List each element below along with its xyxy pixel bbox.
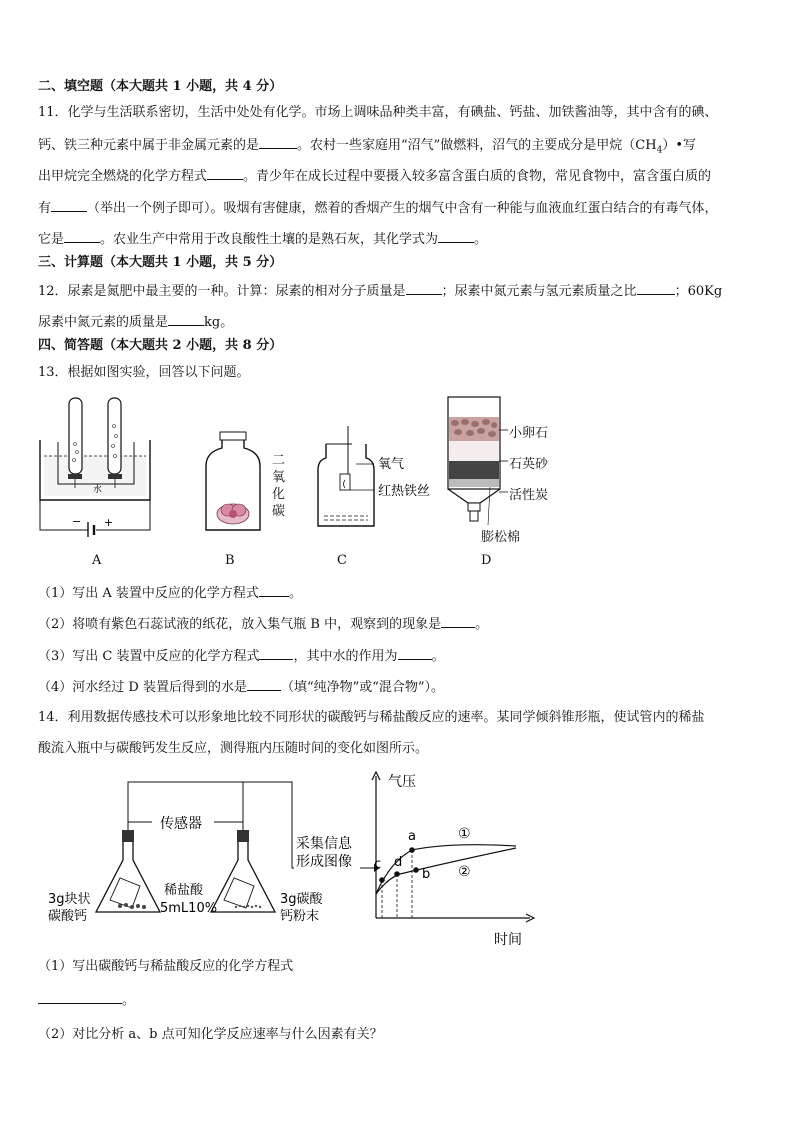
point-d: [394, 871, 400, 877]
iron-combustion-figure: [312, 424, 452, 534]
svg-text:b: b: [422, 867, 431, 882]
answer-blank[interactable]: [637, 281, 675, 295]
answer-blank[interactable]: [259, 583, 289, 597]
q13-part-1: （1）写出 A 装置中反应的化学方程式 。: [38, 583, 758, 603]
point-b: [413, 867, 419, 873]
answer-blank[interactable]: [259, 646, 293, 660]
svg-text:气压: 气压: [388, 774, 416, 790]
answer-blank[interactable]: [247, 677, 281, 691]
svg-text:3g碳酸: 3g碳酸: [280, 892, 323, 907]
q14-part-2: （2）对比分析 a、b 点可知化学反应速率与什么因素有关？: [38, 1027, 383, 1042]
q12-line-2: 尿素中氮元素的质量是 kg。: [38, 312, 758, 332]
co2-label: 二 氧 化 碳: [272, 453, 286, 519]
svg-text:②: ②: [458, 864, 471, 880]
svg-text:+: +: [104, 516, 114, 529]
svg-text:钙粉末: 钙粉末: [280, 909, 320, 924]
q13-part-2: （2）将喷有紫色石蕊试液的纸花，放入集气瓶 B 中，观察到的现象是 。: [38, 614, 758, 634]
answer-blank[interactable]: [168, 312, 204, 326]
figure-label-b: B: [225, 553, 235, 568]
answer-blank[interactable]: [438, 229, 474, 243]
answer-blank[interactable]: [441, 614, 475, 628]
svg-text:水: 水: [93, 485, 103, 495]
filter-label-carbon: 活性炭: [509, 488, 549, 503]
svg-text:红热铁丝: 红热铁丝: [378, 484, 431, 499]
pressure-time-graph: [370, 766, 540, 950]
point-a: [409, 847, 415, 853]
q14-line-2: 酸流入瓶中与碳酸钙发生反应，测得瓶内压随时间的变化如图所示。: [38, 741, 429, 756]
filter-label-sand: 石英砂: [509, 457, 549, 472]
answer-blank[interactable]: [259, 135, 297, 149]
q12-line-1: 12．尿素是氮肥中最主要的一种。计算：尿素的相对分子质量是 ；尿素中氮元素与氢元素质量之比 ；60Kg: [38, 281, 758, 301]
svg-text:5mL10%: 5mL10%: [160, 901, 218, 916]
paper-flower-icon: [217, 504, 249, 524]
svg-text:传感器: 传感器: [160, 816, 202, 832]
svg-text:氧气: 氧气: [378, 457, 405, 472]
filter-label-cotton: 膨松棉: [481, 530, 521, 545]
filter-label-pebble: 小卵石: [509, 426, 549, 441]
svg-text:形成图像: 形成图像: [296, 854, 352, 870]
q11-line-2: 钙、铁三种元素中属于非金属元素的是 。农村一些家庭用“沼气”做燃料，沼气的主要成分是甲烷$(CH_4)•$写: [38, 135, 758, 160]
q11-line-3: 出甲烷完全燃烧的化学方程式 。青少年在成长过程中要摄入较多富含蛋白质的食物，常见食物中，富含蛋白质的: [38, 166, 758, 186]
q11-line-4: 有 （举出一个例子即可）。吸烟有害健康，燃着的香烟产生的烟气中含有一种能与血液血红蛋白结合的有毒气体，: [38, 198, 758, 218]
svg-text:采集信息: 采集信息: [296, 836, 352, 852]
q14-part-1-answer: 。: [38, 990, 758, 1010]
electrolysis-apparatus-figure: [38, 392, 163, 537]
svg-text:稀盐酸: 稀盐酸: [164, 883, 204, 898]
q14-line-1: 14．利用数据传感技术可以形象地比较不同形状的碳酸钙与稀盐酸反应的速率。某同学倾斜锥形瓶，使试管内的稀盐: [38, 710, 705, 725]
q13-part-4: （4）河水经过 D 装置后得到的水是 （填“纯净物”或“混合物”）。: [38, 677, 758, 697]
q13-intro: 13．根据如图实验，回答以下问题。: [38, 365, 250, 380]
svg-text:−: −: [72, 515, 82, 528]
point-c: [379, 877, 385, 883]
answer-blank[interactable]: [398, 646, 432, 660]
svg-text:a: a: [408, 829, 416, 844]
answer-blank[interactable]: [64, 229, 100, 243]
answer-blank[interactable]: [207, 166, 243, 180]
svg-text:①: ①: [458, 826, 471, 842]
svg-text:3g块状: 3g块状: [48, 892, 91, 907]
q14-part-1: （1）写出碳酸钙与稀盐酸反应的化学方程式: [38, 959, 294, 974]
svg-text:d: d: [394, 855, 403, 870]
q13-part-3: （3）写出 C 装置中反应的化学方程式 ，其中水的作用为 。: [38, 646, 758, 666]
svg-text:c: c: [374, 857, 382, 872]
figure-label-a: A: [92, 553, 102, 568]
section-heading-calc: 三、计算题（本大题共 1 小题，共 5 分）: [38, 255, 283, 270]
svg-text:碳酸钙: 碳酸钙: [48, 909, 88, 924]
figure-label-d: D: [481, 553, 492, 568]
figure-label-c: C: [337, 553, 347, 568]
section-heading-fill: 二、填空题（本大题共 1 小题，共 4 分）: [38, 79, 283, 94]
svg-text:时间: 时间: [494, 932, 522, 948]
answer-blank[interactable]: [51, 198, 87, 212]
q11-line-1: 11．化学与生活联系密切，生活中处处有化学。市场上调味品种类丰富，有碘盐、钙盐、加铁酱油等，其中含有的碘、: [38, 105, 718, 120]
answer-blank[interactable]: [406, 281, 442, 295]
section-heading-short: 四、简答题（本大题共 2 小题，共 8 分）: [38, 338, 283, 353]
q11-line-5: 它是 。农业生产中常用于改良酸性土壤的是熟石灰，其化学式为 。: [38, 229, 758, 249]
answer-blank[interactable]: [38, 990, 122, 1004]
